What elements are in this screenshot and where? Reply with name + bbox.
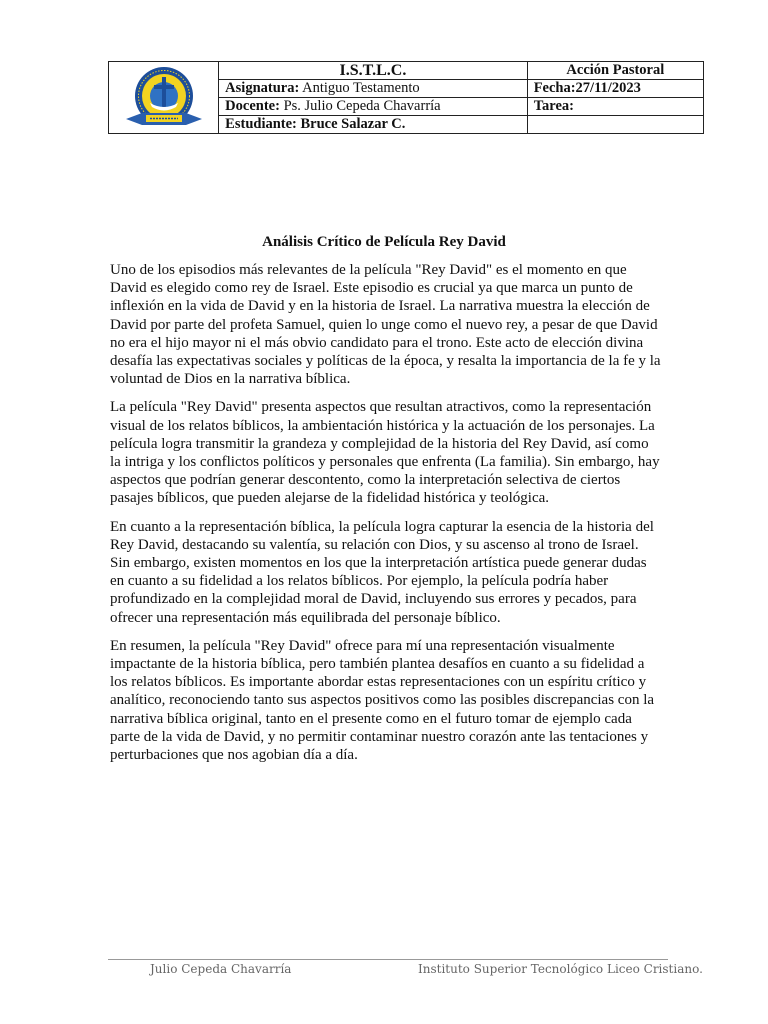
student-value: Bruce Salazar C. — [296, 116, 406, 132]
paragraph-3: En cuanto a la representación bíblica, la película logra capturar la esencia de la historia del Rey David, destacando su valentía, su relación con Dios, y su ascenso al trono de Israel. Sin embargo, existen momentos en los que la interpretación artística puede generar dudas en cuanto a su fidelidad a los relatos bíblicos. Por ejemplo, la película podría haber profundizado en la complejidad moral de David, incluyendo sus errores y pecados, para ofrecer una representación más equilibrada del personaje bíblico. — [110, 518, 654, 626]
paragraph-1: Uno de los episodios más relevantes de la película "Rey David" es el momento en que David es elegido como rey de Israel. Este episodio es crucial ya que marca un punto de inflexión en la vida de David y en la historia de Israel. La narrativa muestra la elección de David por parte del profeta Samuel, quien lo unge como el nuevo rey, a pesar de que David no era el hijo mayor ni el más obvio candidato para el trono. Este acto de elección divina desafía las expectativas sociales y políticas de la época, y resalta la importancia de la fe y la voluntad de Dios en la narrativa bíblica. — [110, 262, 661, 388]
header-table — [108, 61, 704, 134]
task-field — [527, 98, 703, 116]
empty-cell — [527, 116, 703, 134]
institution-seal-icon — [116, 63, 212, 133]
student-label: Estudiante: — [225, 116, 297, 132]
document-title: Análisis Crítico de Película Rey David — [262, 234, 506, 250]
teacher-label: Docente: — [225, 98, 280, 114]
subject-row — [219, 80, 528, 98]
pastoral-label: Acción Pastoral — [527, 62, 703, 80]
paragraph-4: En resumen, la película "Rey David" ofrece para mí una representación visualmente impactante de la historia bíblica, pero también plantea desafíos en cuanto a su fidelidad a los relatos bíblicos. Es importante abordar estas representaciones con un espíritu crítico y analítico, reconociendo tanto sus aspectos positivos como las posibles discrepancias con la narrativa bíblica original, tanto en el presente como en el futuro tomar de ejemplo cada parte de la vida de David, y no permitir contaminar nuestro corazón ante las tentaciones y perturbaciones que nos agobian día a día. — [110, 637, 655, 764]
date-field — [527, 80, 703, 98]
footer-author: Julio Cepeda Chavarría — [150, 962, 292, 976]
subject-label: Asignatura: — [225, 80, 300, 96]
footer-divider — [108, 959, 668, 960]
teacher-row — [219, 98, 528, 116]
paragraph-2: La película "Rey David" presenta aspectos que resultan atractivos, como la representación visual de los relatos bíblicos, la ambientación histórica y la actuación de los personajes. La película logra transmitir la grandeza y complejidad de la historia del Rey David, así como la intriga y los conflictos políticos y personales que enfrenta (La familia). Sin embargo, hay aspectos que podrían generar descontento, como la interpretación selectiva de ciertos pasajes bíblicos, que pueden alejarse de la fidelidad histórica y teológica. — [110, 399, 660, 507]
document-body — [110, 261, 662, 774]
date-text: Fecha:27/11/2023 — [533, 80, 641, 96]
logo-cell — [109, 62, 219, 134]
footer-institute: Instituto Superior Tecnológico Liceo Cristiano. — [418, 962, 703, 976]
teacher-value: Ps. Julio Cepeda Chavarría — [279, 98, 441, 114]
subject-value: Antiguo Testamento — [299, 80, 420, 96]
student-row — [219, 116, 528, 134]
task-label: Tarea: — [533, 98, 574, 114]
institution-name: I.S.T.L.C. — [219, 62, 528, 80]
